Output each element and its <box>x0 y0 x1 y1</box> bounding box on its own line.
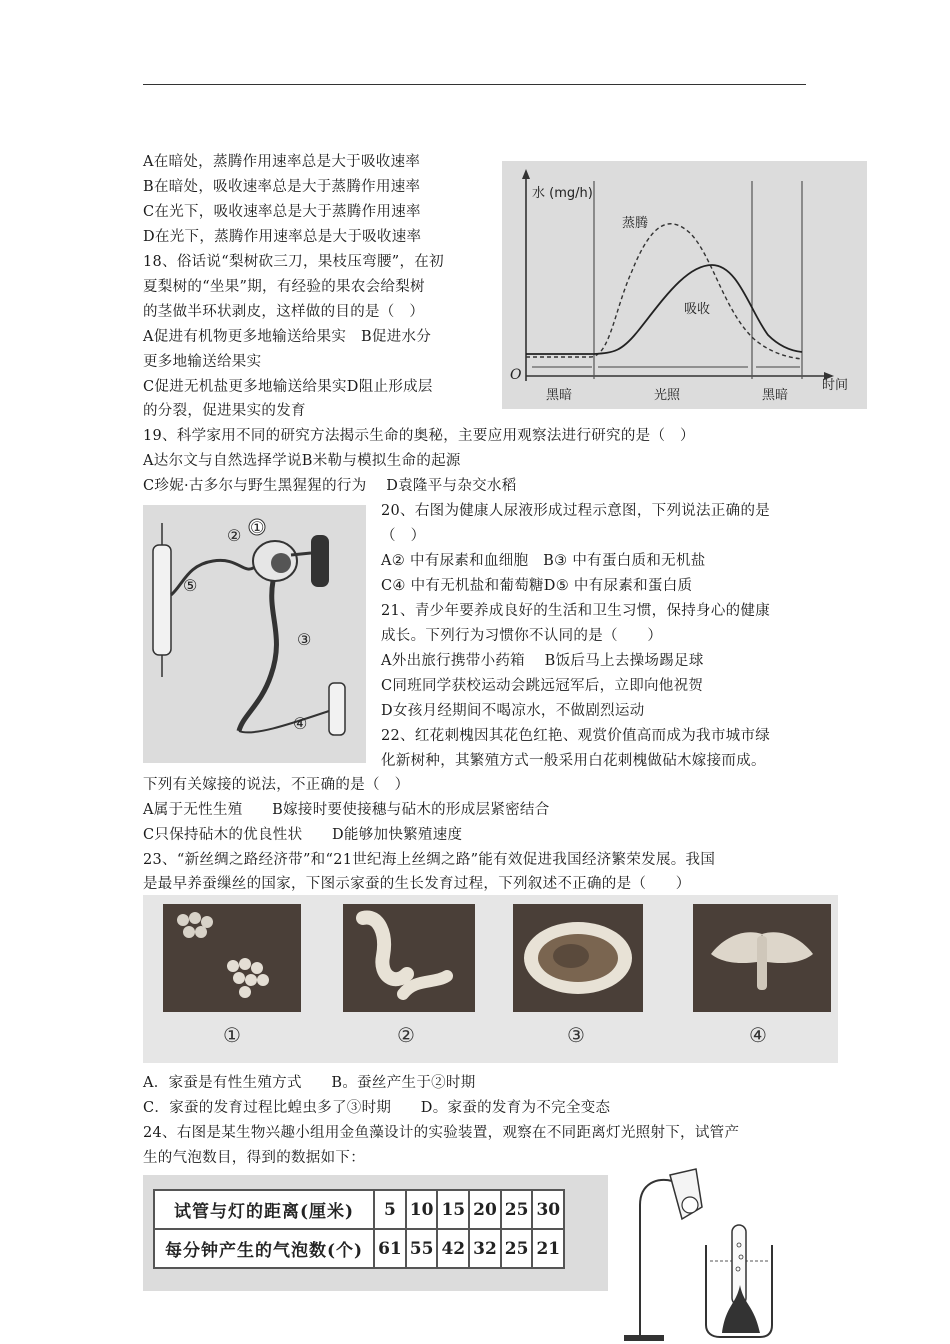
q22-options-ab: A属于无性生殖 B嫁接时要使接穗与砧木的形成层紧密结合 <box>143 802 550 818</box>
q19-options-cd: C珍妮·古多尔与野生黑猩猩的行为 D袁隆平与杂交水稻 <box>143 478 517 494</box>
stage-4-label: ④ <box>749 1023 767 1047</box>
label-3: ③ <box>297 630 312 649</box>
water-graph <box>502 161 867 409</box>
stage-1-label: ① <box>223 1023 241 1047</box>
q18-line-2: 夏梨树的“坐果”期，有经验的果农会给梨树 <box>143 279 425 295</box>
bubbles-cell: 55 <box>406 1229 438 1268</box>
q23-stem-2: 是最早养蚕缫丝的国家，下图示家蚕的生长发育过程，下列叙述不正确的是（ ） <box>143 876 691 892</box>
q18-line-6: C促进无机盐更多地输送给果实D阻止形成层 <box>143 379 433 395</box>
y-axis-label: 水 (mg/h) <box>532 186 593 201</box>
q22-stem-3: 下列有关嫁接的说法，不正确的是（ ） <box>143 777 410 793</box>
bubbles-header: 每分钟产生的气泡数(个) <box>154 1229 374 1268</box>
q24-stem-1: 24、右图是某生物兴趣小组用金鱼藻设计的实验装置，观察在不同距离灯光照射下，试管产 <box>143 1125 740 1141</box>
y-axis-arrow <box>522 169 530 179</box>
loop-of-henle <box>239 581 276 731</box>
eggs-svg <box>163 904 301 1012</box>
q17-option-d: D在光下，蒸腾作用速率总是大于吸收速率 <box>143 229 422 245</box>
bubbles-cell: 25 <box>501 1229 533 1268</box>
q21-option-c: C同班同学获校运动会跳远冠军后，立即向他祝贺 <box>381 678 704 694</box>
q21-stem-1: 21、青少年要养成良好的生活和卫生习惯，保持身心的健康 <box>381 603 771 619</box>
q22-options-cd: C只保持砧木的优良性状 D能够加快繁殖速度 <box>143 827 463 843</box>
stage-3-label: ③ <box>567 1023 585 1047</box>
q20-stem-2: （ ） <box>381 528 426 544</box>
q22-stem-2: 化新树种，其繁殖方式一般采用白花刺槐做砧木嫁接而成。 <box>381 753 766 769</box>
q21-stem-2: 成长。下列行为习惯你不认同的是（ ） <box>381 628 663 644</box>
label-5: ⑤ <box>183 576 198 595</box>
absorption-label: 吸收 <box>684 302 711 317</box>
collecting-bottle <box>329 683 345 735</box>
q23-stem-1: 23、“新丝绸之路经济带”和“21世纪海上丝绸之路”能有效促进我国经济繁荣发展。我国 <box>143 852 716 868</box>
table-row-distance <box>154 1190 564 1229</box>
nephron-svg <box>143 505 366 763</box>
blood-vessel <box>311 535 329 587</box>
q21-options-ab: A外出旅行携带小药箱 B饭后马上去操场踢足球 <box>381 653 704 669</box>
afferent-arteriole <box>291 553 311 555</box>
light-bulb <box>682 1197 698 1213</box>
q20-options-cd: C④ 中有无机盐和葡萄糖D⑤ 中有尿素和蛋白质 <box>381 578 693 594</box>
q23-options-cd: C．家蚕的发育过程比蝗虫多了③时期 D。家蚕的发育为不完全变态 <box>143 1100 611 1116</box>
larva-svg <box>343 904 475 1012</box>
q22-stem-1: 22、红花刺槐因其花色红艳、观赏价值高而成为我市城市绿 <box>381 728 771 744</box>
label-2: ② <box>227 526 242 545</box>
q19-options-ab: A达尔文与自然选择学说B米勒与模拟生命的起源 <box>143 453 461 469</box>
q18-line-1: 18、俗话说“梨树砍三刀，果枝压弯腰”，在初 <box>143 254 444 270</box>
goldfish-algae <box>722 1285 760 1333</box>
q17-option-b: B在暗处，吸收速率总是大于蒸腾作用速率 <box>143 179 421 195</box>
pupa-svg <box>513 904 643 1012</box>
q18-line-7: 的分裂，促进果实的发育 <box>143 403 306 419</box>
q23-options-ab: A．家蚕是有性生殖方式 B。蚕丝产生于②时期 <box>143 1075 476 1091</box>
stage-3-pupa-photo <box>513 904 643 1012</box>
bubbles-cell: 42 <box>437 1229 469 1268</box>
dark-label-1: 黑暗 <box>546 388 573 403</box>
q19-stem: 19、科学家用不同的研究方法揭示生命的奥秘，主要应用观察法进行研究的是（ ） <box>143 428 695 444</box>
silkworm-stages-figure <box>143 895 838 1063</box>
transpiration-curve <box>526 224 802 359</box>
distance-cell: 10 <box>406 1190 438 1229</box>
absorption-curve <box>526 265 802 354</box>
stage-2-larva-photo <box>343 904 475 1012</box>
dark-label-2: 黑暗 <box>762 388 789 403</box>
lamp-apparatus-figure <box>610 1165 780 1344</box>
nephron-diagram <box>143 505 366 763</box>
q24-stem-2: 生的气泡数目，得到的数据如下： <box>143 1150 365 1166</box>
q17-option-a: A在暗处，蒸腾作用速率总是大于吸收速率 <box>143 154 421 170</box>
q18-line-5: 更多地输送给果实 <box>143 354 262 370</box>
distance-cell: 25 <box>501 1190 533 1229</box>
origin-label: O <box>510 367 522 383</box>
q18-line-4: A促进有机物更多地输送给果实 B促进水分 <box>143 329 432 345</box>
lamp-arm <box>640 1180 672 1337</box>
tube-to-bottle <box>239 711 329 732</box>
distance-header: 试管与灯的距离(厘米) <box>154 1190 374 1229</box>
distance-cell: 20 <box>469 1190 501 1229</box>
bubble-data-table-figure <box>143 1175 608 1291</box>
label-4: ④ <box>293 714 308 733</box>
q20-stem-1: 20、右图为健康人尿液形成过程示意图，下列说法正确的是 <box>381 503 771 519</box>
label-1: ① <box>250 518 265 537</box>
distance-cell: 5 <box>374 1190 406 1229</box>
stage-2-label: ② <box>397 1023 415 1047</box>
q20-options-ab: A② 中有尿素和血细胞 B③ 中有蛋白质和无机盐 <box>381 553 706 569</box>
moth-svg <box>693 904 831 1012</box>
stage-4-moth-photo <box>693 904 831 1012</box>
header-rule <box>143 84 806 85</box>
q21-option-d: D女孩月经期间不喝凉水，不做剧烈运动 <box>381 703 645 719</box>
lamp-base <box>624 1335 664 1341</box>
collecting-duct <box>153 545 171 655</box>
q17-option-c: C在光下，吸收速率总是大于蒸腾作用速率 <box>143 204 421 220</box>
table-row-bubbles <box>154 1229 564 1268</box>
q18-line-3: 的茎做半环状剥皮，这样做的目的是（ ） <box>143 304 425 320</box>
transpiration-label: 蒸腾 <box>622 216 649 231</box>
x-axis-label: 时间 <box>822 378 849 393</box>
light-label: 光照 <box>654 388 681 403</box>
distance-cell: 15 <box>437 1190 469 1229</box>
bubbles-cell: 61 <box>374 1229 406 1268</box>
bubble-data-table <box>153 1189 565 1269</box>
apparatus-svg <box>610 1165 780 1344</box>
glomerulus <box>271 553 291 573</box>
stage-1-eggs-photo <box>163 904 301 1012</box>
distance-cell: 30 <box>532 1190 564 1229</box>
bubbles-cell: 32 <box>469 1229 501 1268</box>
water-graph-svg <box>502 161 867 409</box>
bubbles-cell: 21 <box>532 1229 564 1268</box>
